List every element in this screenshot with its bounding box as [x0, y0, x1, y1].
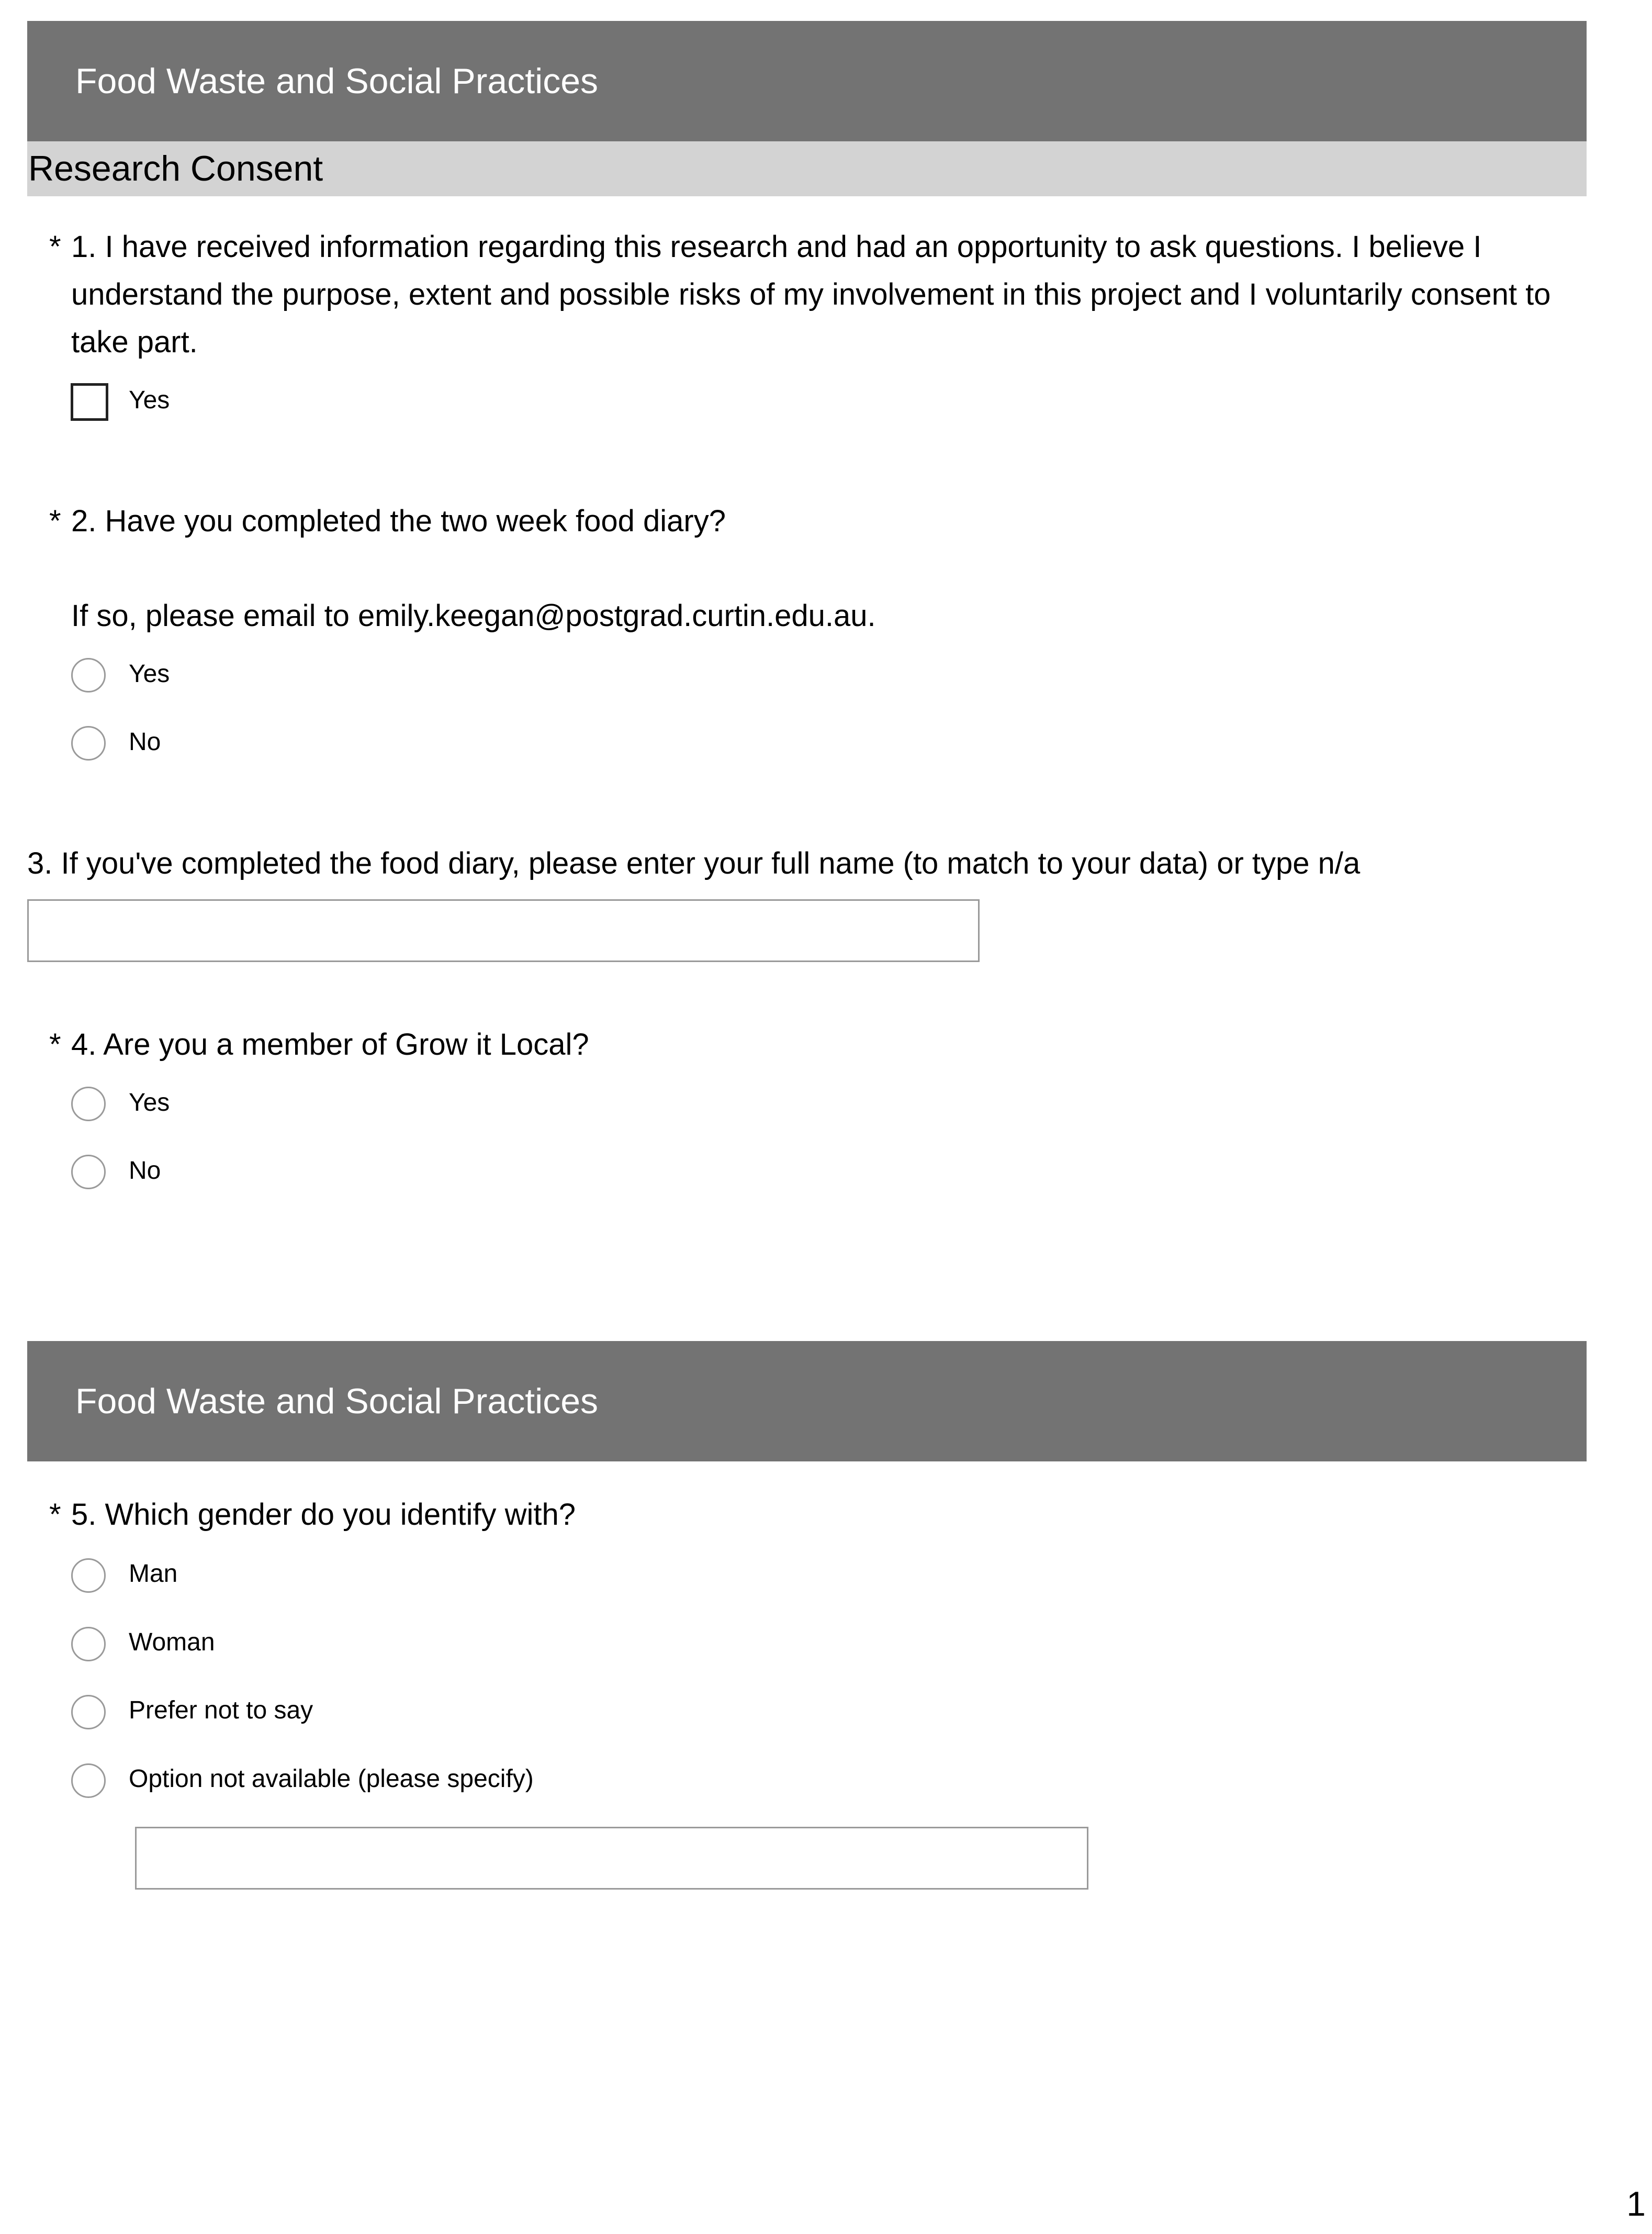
- question-number: 5.: [71, 1498, 97, 1532]
- question-number: 2.: [71, 504, 97, 538]
- section-heading-bar: [27, 141, 1587, 196]
- question-text: I have received information regarding this research and had an opportunity to ask questions. I believe I understand the purpose, extent and possible risks of my involvement in this project and I voluntarily consent to take part.: [71, 230, 1551, 359]
- q5-woman-label: Woman: [129, 1628, 215, 1656]
- q2-note: If so, please email to emily.keegan@postgrad.curtin.edu.au.: [71, 599, 876, 633]
- q5-prefer-not-to-say-radio[interactable]: [71, 1695, 106, 1729]
- q5-man-label: Man: [129, 1560, 178, 1588]
- q4-no-label: No: [129, 1157, 161, 1185]
- required-marker: *: [49, 504, 61, 538]
- q1-yes-checkbox[interactable]: [71, 383, 108, 421]
- q5-other-radio[interactable]: [71, 1763, 106, 1798]
- required-marker: *: [49, 230, 61, 264]
- question-3: [27, 840, 1360, 887]
- question-number: 4.: [71, 1027, 97, 1062]
- question-5: [49, 1491, 576, 1538]
- required-marker: *: [49, 1498, 61, 1532]
- q4-no-radio[interactable]: [71, 1155, 106, 1189]
- question-number: 1.: [71, 230, 97, 264]
- q5-other-specify-input[interactable]: [135, 1827, 1088, 1890]
- q4-yes-radio[interactable]: [71, 1087, 106, 1121]
- question-1: [49, 223, 1589, 366]
- q4-yes-label: Yes: [129, 1089, 170, 1116]
- q2-yes-radio[interactable]: [71, 658, 106, 692]
- q2-no-label: No: [129, 728, 161, 756]
- question-text: If you've completed the food diary, please enter your full name (to match to your data) or type n/a: [61, 846, 1361, 880]
- q2-no-radio[interactable]: [71, 726, 106, 761]
- survey-title: Food Waste and Social Practices: [75, 61, 599, 101]
- q1-yes-label: Yes: [129, 386, 170, 414]
- q2-yes-label: Yes: [129, 660, 170, 688]
- q5-other-label: Option not available (please specify): [129, 1765, 534, 1793]
- survey-header-banner-2: [27, 1341, 1587, 1461]
- question-4: [49, 1021, 589, 1068]
- required-marker: *: [49, 1027, 61, 1062]
- q5-man-radio[interactable]: [71, 1558, 106, 1593]
- question-text: Which gender do you identify with?: [105, 1498, 576, 1532]
- survey-title: Food Waste and Social Practices: [75, 1381, 599, 1421]
- q5-prefer-not-to-say-label: Prefer not to say: [129, 1696, 313, 1724]
- section-title: Research Consent: [28, 149, 323, 188]
- question-text: Have you completed the two week food diary?: [105, 504, 726, 538]
- question-2: [49, 497, 1589, 545]
- survey-header-banner: [27, 21, 1587, 141]
- question-number: 3.: [27, 846, 53, 880]
- q3-full-name-input[interactable]: [27, 899, 980, 962]
- q5-woman-radio[interactable]: [71, 1627, 106, 1661]
- question-text: Are you a member of Grow it Local?: [103, 1027, 589, 1062]
- page-number: 1: [1626, 2184, 1646, 2223]
